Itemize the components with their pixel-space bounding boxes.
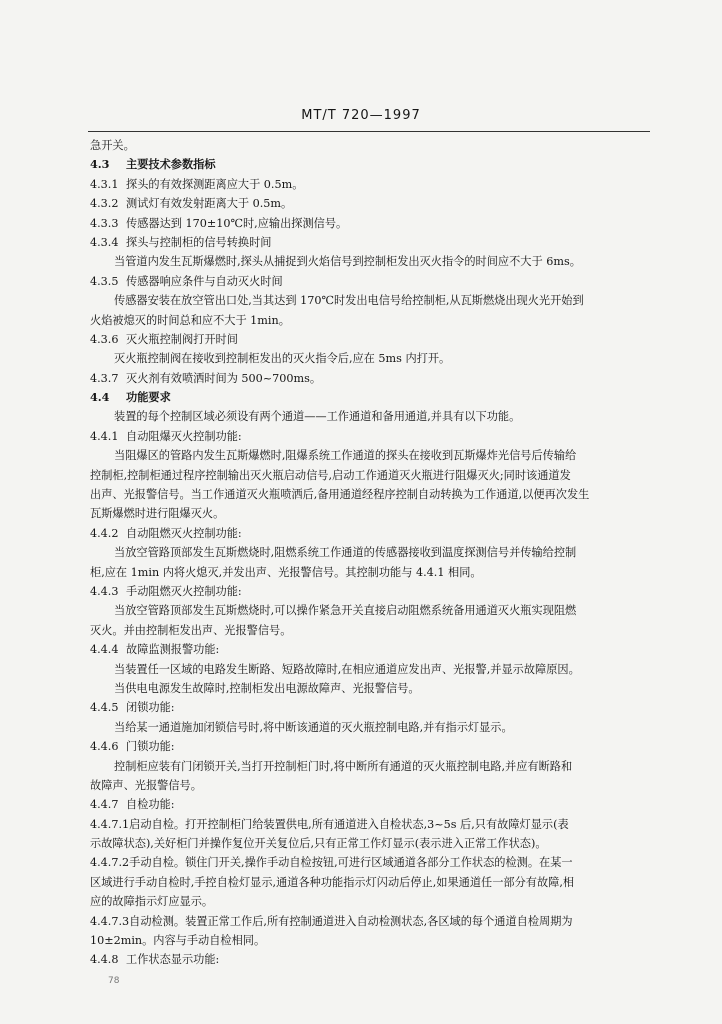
clause-line [90, 194, 650, 213]
clause-line [90, 795, 650, 814]
line-text: 自检功能: [126, 798, 175, 812]
text-line [90, 311, 650, 330]
clause-number: 4.3.3 [90, 216, 119, 230]
clause-line [90, 737, 650, 756]
text-line [90, 291, 650, 310]
line-text: 门锁功能: [126, 740, 175, 754]
clause-line [90, 369, 650, 388]
text-line [90, 543, 650, 562]
line-text: 传感器安装在放空管出口处,当其达到 170℃时发出电信号给控制柜,从瓦斯燃烧出现火光开始到 [114, 294, 584, 308]
line-text: 探头的有效探测距离应大于 0.5m。 [126, 177, 304, 191]
text-line [90, 485, 650, 504]
line-text: 当给某一通道施加闭锁信号时,将中断该通道的灭火瓶控制电路,并有指示灯显示。 [114, 720, 513, 734]
text-line [90, 776, 650, 795]
text-line [90, 252, 650, 271]
text-line [90, 834, 650, 853]
clause-number: 4.4.7 [90, 798, 119, 812]
line-text: 急开关。 [90, 139, 135, 152]
clause-line [90, 524, 650, 543]
clause-number: 4.4.6 [90, 740, 119, 754]
clause-number: 4.4.2 [90, 526, 119, 540]
line-text: 功能要求 [126, 390, 171, 405]
line-text: 工作状态显示功能: [126, 953, 220, 967]
line-text: 出声、光报警信号。当工作通道灭火瓶喷洒后,备用通道经程序控制自动转换为工作通道,以便再次发生 [90, 488, 590, 502]
document-body [90, 136, 650, 970]
line-text: 启动自检。打开控制柜门给装置供电,所有通道进入自检状态,3~5s 后,只有故障灯显示(表 [129, 817, 569, 831]
clause-line [90, 950, 650, 969]
clause-number: 4.4.7.2 [90, 856, 130, 870]
text-line [90, 466, 650, 485]
line-text: 故障监测报警功能: [126, 643, 220, 657]
line-text: 当供电电源发生故障时,控制柜发出电源故障声、光报警信号。 [114, 681, 420, 695]
clause-number: 4.4.7.3 [90, 914, 130, 928]
clause-number: 4.3.4 [90, 235, 119, 249]
text-line [90, 349, 650, 368]
text-line [90, 407, 650, 426]
text-line [90, 718, 650, 737]
text-line [90, 873, 650, 892]
line-text: 传感器达到 170±10℃时,应输出探测信号。 [126, 216, 348, 230]
clause-number: 4.3 [90, 157, 110, 172]
clause-line [90, 214, 650, 233]
text-line [90, 679, 650, 698]
line-text: 自动阻爆灭火控制功能: [126, 429, 242, 443]
line-text: 灭火剂有效喷洒时间为 500~700ms。 [126, 371, 322, 385]
clause-line [90, 175, 650, 194]
page-number: 78 [108, 976, 120, 986]
clause-line [90, 272, 650, 291]
line-text: 应的故障指示灯应显示。 [90, 895, 214, 909]
clause-number: 4.3.1 [90, 177, 119, 191]
line-text: 测试灯有效发射距离大于 0.5m。 [126, 197, 293, 211]
line-text: 当放空管路顶部发生瓦斯燃烧时,可以操作紧急开关直接启动阻燃系统备用通道灭火瓶实现阻燃 [114, 604, 577, 618]
clause-line [90, 155, 650, 174]
line-text: 探头与控制柜的信号转换时间 [126, 235, 272, 249]
line-text: 控制柜,控制柜通过程序控制输出灭火瓶启动信号,启动工作通道灭火瓶进行阻爆灭火;同时该通道发 [90, 468, 571, 482]
text-line [90, 136, 650, 155]
line-text: 柜,应在 1min 内将火熄灭,并发出声、光报警信号。其控制功能与 4.4.1 相同。 [90, 565, 482, 579]
clause-number: 4.4 [90, 390, 110, 405]
line-text: 10±2min。内容与手动自检相同。 [90, 934, 266, 948]
header-rule [88, 131, 650, 132]
clause-number: 4.3.2 [90, 197, 119, 211]
clause-line [90, 233, 650, 252]
line-text: 闭锁功能: [126, 701, 175, 715]
clause-line [90, 853, 650, 872]
line-text: 当阻爆区的管路内发生瓦斯爆燃时,阻爆系统工作通道的探头在接收到瓦斯爆炸光信号后传输给 [114, 449, 577, 463]
line-text: 主要技术参数指标 [126, 157, 216, 172]
line-text: 区域进行手动自检时,手控自检灯显示,通道各种功能指示灯闪动后停止,如果通道任一部分有故障,相 [90, 875, 575, 889]
line-text: 灭火瓶控制阀在接收到控制柜发出的灭火指令后,应在 5ms 内打开。 [114, 352, 451, 366]
line-text: 灭火瓶控制阀打开时间 [126, 332, 238, 346]
clause-line [90, 640, 650, 659]
text-line [90, 601, 650, 620]
clause-line [90, 427, 650, 446]
line-text: 传感器响应条件与自动灭火时间 [126, 274, 283, 288]
line-text: 手动自检。锁住门开关,操作手动自检按钮,可进行区域通道各部分工作状态的检测。在某一 [129, 856, 573, 870]
line-text: 自动检测。装置正常工作后,所有控制通道进入自动检测状态,各区域的每个通道自检周期为 [129, 914, 573, 928]
clause-line [90, 330, 650, 349]
line-text: 火焰被熄灭的时间总和应不大于 1min。 [90, 313, 290, 327]
line-text: 故障声、光报警信号。 [90, 778, 202, 792]
text-line [90, 563, 650, 582]
line-text: 瓦斯爆燃时进行阻爆灭火。 [90, 507, 225, 521]
clause-number: 4.4.1 [90, 429, 119, 443]
text-line [90, 892, 650, 911]
line-text: 自动阻燃灭火控制功能: [126, 526, 242, 540]
clause-line [90, 582, 650, 601]
clause-number: 4.3.7 [90, 371, 119, 385]
line-text: 当放空管路顶部发生瓦斯燃烧时,阻燃系统工作通道的传感器接收到温度探测信号并传输给控制 [114, 546, 577, 560]
clause-number: 4.3.6 [90, 332, 119, 346]
text-line [90, 757, 650, 776]
clause-number: 4.4.5 [90, 701, 119, 715]
clause-number: 4.4.3 [90, 584, 119, 598]
line-text: 灭火。并由控制柜发出声、光报警信号。 [90, 623, 292, 637]
line-text: 控制柜应装有门闭锁开关,当打开控制柜门时,将中断所有通道的灭火瓶控制电路,并应有断路和 [114, 759, 573, 773]
standard-number-header: MT/T 720—1997 [301, 108, 421, 123]
clause-line [90, 912, 650, 931]
text-line [90, 931, 650, 950]
line-text: 装置的每个控制区域必须设有两个通道——工作通道和备用通道,并具有以下功能。 [114, 410, 521, 424]
clause-number: 4.4.7.1 [90, 817, 130, 831]
clause-number: 4.3.5 [90, 274, 119, 288]
text-line [90, 446, 650, 465]
text-line [90, 504, 650, 523]
line-text: 示故障状态),关好柜门并操作复位开关复位后,只有正常工作灯显示(表示进入正常工作状态)。 [90, 837, 547, 851]
clause-number: 4.4.8 [90, 953, 119, 967]
line-text: 当装置任一区域的电路发生断路、短路故障时,在相应通道应发出声、光报警,并显示故障原因。 [114, 662, 580, 676]
text-line [90, 660, 650, 679]
clause-number: 4.4.4 [90, 643, 119, 657]
clause-line [90, 698, 650, 717]
text-line [90, 621, 650, 640]
line-text: 当管道内发生瓦斯爆燃时,探头从捕捉到火焰信号到控制柜发出灭火指令的时间应不大于 6ms。 [114, 255, 581, 269]
line-text: 手动阻燃灭火控制功能: [126, 584, 242, 598]
clause-line [90, 388, 650, 407]
clause-line [90, 815, 650, 834]
